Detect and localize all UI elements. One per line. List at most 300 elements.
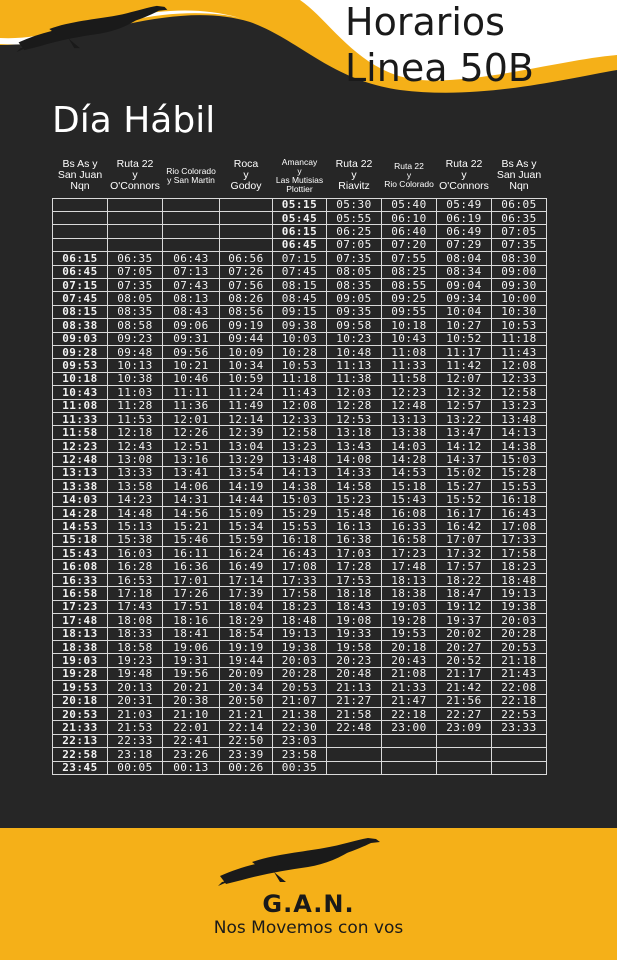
time-cell: 20:28 — [273, 667, 327, 680]
time-cell: 11:24 — [220, 386, 273, 399]
time-cell — [327, 748, 382, 761]
table-row — [53, 305, 547, 318]
time-cell: 08:04 — [437, 252, 492, 265]
time-cell: 20:38 — [163, 694, 220, 707]
time-cell: 20:53 — [273, 681, 327, 694]
time-cell: 22:13 — [53, 734, 108, 747]
time-cell: 16:49 — [220, 560, 273, 573]
time-cell: 18:33 — [108, 627, 163, 640]
time-cell — [220, 198, 273, 211]
time-cell: 16:11 — [163, 547, 220, 560]
time-cell: 16:08 — [382, 506, 437, 519]
time-cell: 11:28 — [108, 399, 163, 412]
time-cell: 08:15 — [273, 278, 327, 291]
column-header-line: Riavitz — [338, 180, 370, 193]
column-header-line: Las Mutisias — [275, 174, 324, 185]
time-cell: 12:03 — [327, 386, 382, 399]
time-cell: 12:28 — [327, 399, 382, 412]
column-header-line: y San Martin — [167, 174, 215, 185]
time-cell: 19:44 — [220, 654, 273, 667]
page-subtitle: Linea 50B — [345, 46, 534, 90]
time-cell: 23:39 — [220, 748, 273, 761]
time-cell: 16:58 — [382, 533, 437, 546]
time-cell: 12:39 — [220, 426, 273, 439]
time-cell: 06:05 — [492, 198, 547, 211]
time-cell: 20:23 — [327, 654, 382, 667]
time-cell: 17:58 — [492, 547, 547, 560]
time-cell: 13:18 — [327, 426, 382, 439]
table-row — [53, 600, 547, 613]
column-header-line: O'Connors — [110, 180, 160, 193]
time-cell: 20:43 — [382, 654, 437, 667]
time-cell: 07:15 — [53, 278, 108, 291]
time-cell: 06:19 — [437, 211, 492, 224]
time-cell: 20:21 — [163, 681, 220, 694]
time-cell: 14:37 — [437, 453, 492, 466]
time-cell: 19:03 — [53, 654, 108, 667]
column-header — [327, 154, 382, 198]
time-cell: 19:08 — [327, 614, 382, 627]
table-row — [53, 748, 547, 761]
table-row — [53, 694, 547, 707]
time-cell: 21:17 — [437, 667, 492, 680]
table-row — [53, 707, 547, 720]
time-cell: 18:41 — [163, 627, 220, 640]
greyhound-dogs-icon — [10, 4, 175, 52]
time-cell: 22:30 — [273, 721, 327, 734]
time-cell: 21:47 — [382, 694, 437, 707]
time-cell: 17:33 — [273, 573, 327, 586]
table-row — [53, 372, 547, 385]
time-cell: 21:33 — [382, 681, 437, 694]
time-cell: 14:28 — [382, 453, 437, 466]
time-cell: 07:05 — [327, 238, 382, 251]
time-cell: 10:23 — [327, 332, 382, 345]
time-cell: 08:30 — [492, 252, 547, 265]
time-cell: 21:18 — [492, 654, 547, 667]
time-cell: 15:09 — [220, 506, 273, 519]
column-header — [163, 154, 220, 198]
column-header-line: San Juan — [57, 169, 103, 182]
time-cell: 09:04 — [437, 278, 492, 291]
column-header-line: Ruta 22 — [394, 161, 424, 172]
time-cell: 14:28 — [53, 506, 108, 519]
table-row — [53, 493, 547, 506]
time-cell — [220, 225, 273, 238]
time-cell: 19:13 — [273, 627, 327, 640]
time-cell: 16:33 — [382, 520, 437, 533]
time-cell: 10:13 — [108, 359, 163, 372]
time-cell: 19:28 — [53, 667, 108, 680]
time-cell: 09:56 — [163, 345, 220, 358]
time-cell: 05:49 — [437, 198, 492, 211]
time-cell: 22:08 — [492, 681, 547, 694]
time-cell: 21:27 — [327, 694, 382, 707]
time-cell: 11:49 — [220, 399, 273, 412]
time-cell: 17:58 — [273, 587, 327, 600]
time-cell: 18:23 — [492, 560, 547, 573]
time-cell: 15:23 — [327, 493, 382, 506]
time-cell: 22:27 — [437, 707, 492, 720]
time-cell: 18:13 — [53, 627, 108, 640]
time-cell — [163, 198, 220, 211]
time-cell: 16:38 — [327, 533, 382, 546]
time-cell: 08:15 — [53, 305, 108, 318]
time-cell: 23:03 — [273, 734, 327, 747]
time-cell: 13:38 — [53, 480, 108, 493]
time-cell: 18:43 — [327, 600, 382, 613]
time-cell — [108, 198, 163, 211]
time-cell: 12:33 — [273, 413, 327, 426]
time-cell: 10:53 — [273, 359, 327, 372]
time-cell: 15:43 — [53, 547, 108, 560]
table-row — [53, 520, 547, 533]
column-header-line: O'Connors — [439, 180, 489, 193]
time-cell: 18:04 — [220, 600, 273, 613]
column-header-line: y — [243, 169, 249, 182]
time-cell: 06:43 — [163, 252, 220, 265]
time-cell: 09:23 — [108, 332, 163, 345]
time-cell: 11:17 — [437, 345, 492, 358]
time-cell: 11:38 — [327, 372, 382, 385]
time-cell: 16:33 — [53, 573, 108, 586]
time-cell: 08:05 — [327, 265, 382, 278]
time-cell: 22:41 — [163, 734, 220, 747]
time-cell: 14:58 — [327, 480, 382, 493]
time-cell: 19:53 — [53, 681, 108, 694]
time-cell: 14:23 — [108, 493, 163, 506]
time-cell: 10:38 — [108, 372, 163, 385]
time-cell: 11:36 — [163, 399, 220, 412]
greyhound-dogs-icon — [216, 836, 386, 886]
time-cell: 14:53 — [53, 520, 108, 533]
time-cell: 11:03 — [108, 386, 163, 399]
time-cell: 12:33 — [492, 372, 547, 385]
time-cell: 19:58 — [327, 640, 382, 653]
time-cell — [53, 211, 108, 224]
time-cell: 20:53 — [53, 707, 108, 720]
column-header-line: Nqn — [509, 180, 529, 193]
time-cell: 13:38 — [382, 426, 437, 439]
time-cell: 15:13 — [108, 520, 163, 533]
time-cell: 08:05 — [108, 292, 163, 305]
column-header-line: Ruta 22 — [445, 158, 483, 171]
column-header — [382, 154, 437, 198]
time-cell: 14:38 — [492, 439, 547, 452]
time-cell: 12:48 — [53, 453, 108, 466]
time-cell: 18:58 — [108, 640, 163, 653]
time-cell: 20:02 — [437, 627, 492, 640]
time-cell: 15:28 — [492, 466, 547, 479]
time-cell: 11:42 — [437, 359, 492, 372]
table-row — [53, 587, 547, 600]
column-header-line: Rio Colorado — [166, 165, 216, 176]
time-cell: 07:05 — [108, 265, 163, 278]
time-cell: 13:13 — [53, 466, 108, 479]
table-row — [53, 573, 547, 586]
time-cell: 22:18 — [382, 707, 437, 720]
time-cell: 08:35 — [327, 278, 382, 291]
time-cell: 19:12 — [437, 600, 492, 613]
time-cell: 12:58 — [492, 386, 547, 399]
time-cell: 15:48 — [327, 506, 382, 519]
time-cell: 12:01 — [163, 413, 220, 426]
table-row — [53, 533, 547, 546]
time-cell — [163, 225, 220, 238]
time-cell: 06:15 — [53, 252, 108, 265]
time-cell: 08:25 — [382, 265, 437, 278]
time-cell: 21:43 — [492, 667, 547, 680]
time-cell: 08:43 — [163, 305, 220, 318]
time-cell: 15:03 — [492, 453, 547, 466]
table-row — [53, 426, 547, 439]
time-cell: 19:13 — [492, 587, 547, 600]
time-cell: 20:50 — [220, 694, 273, 707]
table-row — [53, 547, 547, 560]
time-cell: 16:18 — [273, 533, 327, 546]
column-header-line: y — [132, 169, 138, 182]
time-cell: 11:13 — [327, 359, 382, 372]
table-row — [53, 252, 547, 265]
time-cell: 15:46 — [163, 533, 220, 546]
column-header — [53, 154, 108, 198]
time-cell: 19:33 — [327, 627, 382, 640]
time-cell: 21:13 — [327, 681, 382, 694]
time-cell: 17:53 — [327, 573, 382, 586]
time-cell: 11:08 — [382, 345, 437, 358]
time-cell: 21:38 — [273, 707, 327, 720]
time-cell: 10:00 — [492, 292, 547, 305]
time-cell: 17:14 — [220, 573, 273, 586]
time-cell — [53, 238, 108, 251]
time-cell: 15:03 — [273, 493, 327, 506]
time-cell: 19:19 — [220, 640, 273, 653]
time-cell: 14:48 — [108, 506, 163, 519]
time-cell: 15:53 — [273, 520, 327, 533]
time-cell: 09:25 — [382, 292, 437, 305]
time-cell: 13:47 — [437, 426, 492, 439]
time-cell: 13:33 — [108, 466, 163, 479]
time-cell: 17:07 — [437, 533, 492, 546]
time-cell: 10:18 — [53, 372, 108, 385]
time-cell: 14:31 — [163, 493, 220, 506]
time-cell: 20:27 — [437, 640, 492, 653]
time-cell: 00:05 — [108, 761, 163, 774]
time-cell: 22:48 — [327, 721, 382, 734]
time-cell: 09:28 — [53, 345, 108, 358]
time-cell: 06:49 — [437, 225, 492, 238]
time-cell: 10:30 — [492, 305, 547, 318]
time-cell: 13:43 — [327, 439, 382, 452]
time-cell: 05:30 — [327, 198, 382, 211]
time-cell — [108, 211, 163, 224]
time-cell: 17:08 — [492, 520, 547, 533]
time-cell: 17:23 — [382, 547, 437, 560]
time-cell: 06:10 — [382, 211, 437, 224]
table-row — [53, 278, 547, 291]
time-cell: 10:46 — [163, 372, 220, 385]
time-cell: 12:51 — [163, 439, 220, 452]
time-cell: 19:56 — [163, 667, 220, 680]
time-cell: 14:38 — [273, 480, 327, 493]
time-cell: 08:56 — [220, 305, 273, 318]
time-cell: 18:47 — [437, 587, 492, 600]
time-cell: 11:18 — [273, 372, 327, 385]
time-cell: 00:13 — [163, 761, 220, 774]
time-cell: 09:53 — [53, 359, 108, 372]
table-row — [53, 332, 547, 345]
time-cell: 17:48 — [382, 560, 437, 573]
time-cell: 16:28 — [108, 560, 163, 573]
time-cell: 07:13 — [163, 265, 220, 278]
time-cell: 18:22 — [437, 573, 492, 586]
time-cell: 06:35 — [492, 211, 547, 224]
table-body — [53, 198, 547, 774]
time-cell: 07:56 — [220, 278, 273, 291]
time-cell: 07:35 — [327, 252, 382, 265]
time-cell: 15:27 — [437, 480, 492, 493]
time-cell: 09:44 — [220, 332, 273, 345]
time-cell: 09:30 — [492, 278, 547, 291]
time-cell: 14:03 — [382, 439, 437, 452]
time-cell: 06:25 — [327, 225, 382, 238]
time-cell — [492, 761, 547, 774]
time-cell: 18:23 — [273, 600, 327, 613]
time-cell: 21:42 — [437, 681, 492, 694]
time-cell: 09:15 — [273, 305, 327, 318]
column-header-line: Rio Colorado — [384, 179, 434, 190]
time-cell: 16:17 — [437, 506, 492, 519]
time-cell: 11:43 — [492, 345, 547, 358]
time-cell — [492, 748, 547, 761]
table-row — [53, 439, 547, 452]
time-cell: 08:55 — [382, 278, 437, 291]
time-cell: 15:52 — [437, 493, 492, 506]
time-cell: 08:45 — [273, 292, 327, 305]
time-cell: 22:33 — [108, 734, 163, 747]
table-row — [53, 480, 547, 493]
time-cell: 16:53 — [108, 573, 163, 586]
time-cell: 11:43 — [273, 386, 327, 399]
time-cell: 19:38 — [492, 600, 547, 613]
time-cell — [108, 238, 163, 251]
time-cell: 13:23 — [492, 399, 547, 412]
table-row — [53, 413, 547, 426]
time-cell: 20:53 — [492, 640, 547, 653]
time-cell — [163, 211, 220, 224]
table-row — [53, 614, 547, 627]
time-cell: 00:26 — [220, 761, 273, 774]
time-cell: 06:40 — [382, 225, 437, 238]
time-cell: 19:23 — [108, 654, 163, 667]
time-cell: 12:58 — [273, 426, 327, 439]
time-cell: 15:02 — [437, 466, 492, 479]
time-cell: 05:45 — [273, 211, 327, 224]
time-cell: 22:53 — [492, 707, 547, 720]
time-cell: 13:23 — [273, 439, 327, 452]
time-cell: 20:34 — [220, 681, 273, 694]
time-cell: 09:19 — [220, 319, 273, 332]
time-cell: 14:33 — [327, 466, 382, 479]
time-cell: 14:56 — [163, 506, 220, 519]
time-cell: 11:33 — [382, 359, 437, 372]
time-cell: 20:03 — [492, 614, 547, 627]
time-cell: 19:37 — [437, 614, 492, 627]
time-cell: 15:18 — [53, 533, 108, 546]
time-cell: 06:56 — [220, 252, 273, 265]
time-cell: 20:18 — [382, 640, 437, 653]
time-cell: 16:43 — [273, 547, 327, 560]
table-row — [53, 721, 547, 734]
time-cell: 19:03 — [382, 600, 437, 613]
time-cell: 14:13 — [273, 466, 327, 479]
time-cell: 14:19 — [220, 480, 273, 493]
time-cell: 20:03 — [273, 654, 327, 667]
table-row — [53, 640, 547, 653]
time-cell: 15:59 — [220, 533, 273, 546]
time-cell: 21:33 — [53, 721, 108, 734]
column-header — [108, 154, 163, 198]
time-cell: 06:45 — [273, 238, 327, 251]
time-cell — [327, 761, 382, 774]
time-cell: 13:48 — [273, 453, 327, 466]
time-cell: 13:04 — [220, 439, 273, 452]
column-header-line: Roca — [233, 158, 259, 171]
time-cell: 10:18 — [382, 319, 437, 332]
time-cell: 07:26 — [220, 265, 273, 278]
time-cell: 21:03 — [108, 707, 163, 720]
time-cell: 21:21 — [220, 707, 273, 720]
time-cell: 09:35 — [327, 305, 382, 318]
column-header-line: Plottier — [286, 183, 313, 194]
day-type-heading: Día Hábil — [52, 100, 216, 141]
time-cell: 07:55 — [382, 252, 437, 265]
time-cell: 17:32 — [437, 547, 492, 560]
time-cell: 21:10 — [163, 707, 220, 720]
time-cell — [220, 238, 273, 251]
time-cell: 09:00 — [492, 265, 547, 278]
time-cell: 08:26 — [220, 292, 273, 305]
time-cell — [437, 761, 492, 774]
time-cell: 05:40 — [382, 198, 437, 211]
time-cell: 07:43 — [163, 278, 220, 291]
time-cell: 20:13 — [108, 681, 163, 694]
time-cell: 08:38 — [53, 319, 108, 332]
time-cell: 06:15 — [273, 225, 327, 238]
column-header — [492, 154, 547, 198]
time-cell: 16:42 — [437, 520, 492, 533]
table-row — [53, 198, 547, 211]
time-cell: 12:26 — [163, 426, 220, 439]
time-cell — [437, 734, 492, 747]
column-header-line: San Juan — [496, 169, 542, 182]
time-cell: 12:08 — [492, 359, 547, 372]
time-cell: 17:39 — [220, 587, 273, 600]
time-cell: 09:34 — [437, 292, 492, 305]
table-row — [53, 386, 547, 399]
table-row — [53, 453, 547, 466]
time-cell: 19:28 — [382, 614, 437, 627]
time-cell: 16:13 — [327, 520, 382, 533]
time-cell: 09:55 — [382, 305, 437, 318]
time-cell: 12:53 — [327, 413, 382, 426]
time-cell: 11:33 — [53, 413, 108, 426]
time-cell: 16:58 — [53, 587, 108, 600]
time-cell — [437, 748, 492, 761]
column-header-line: y — [351, 169, 357, 182]
time-cell: 09:05 — [327, 292, 382, 305]
time-cell: 17:57 — [437, 560, 492, 573]
